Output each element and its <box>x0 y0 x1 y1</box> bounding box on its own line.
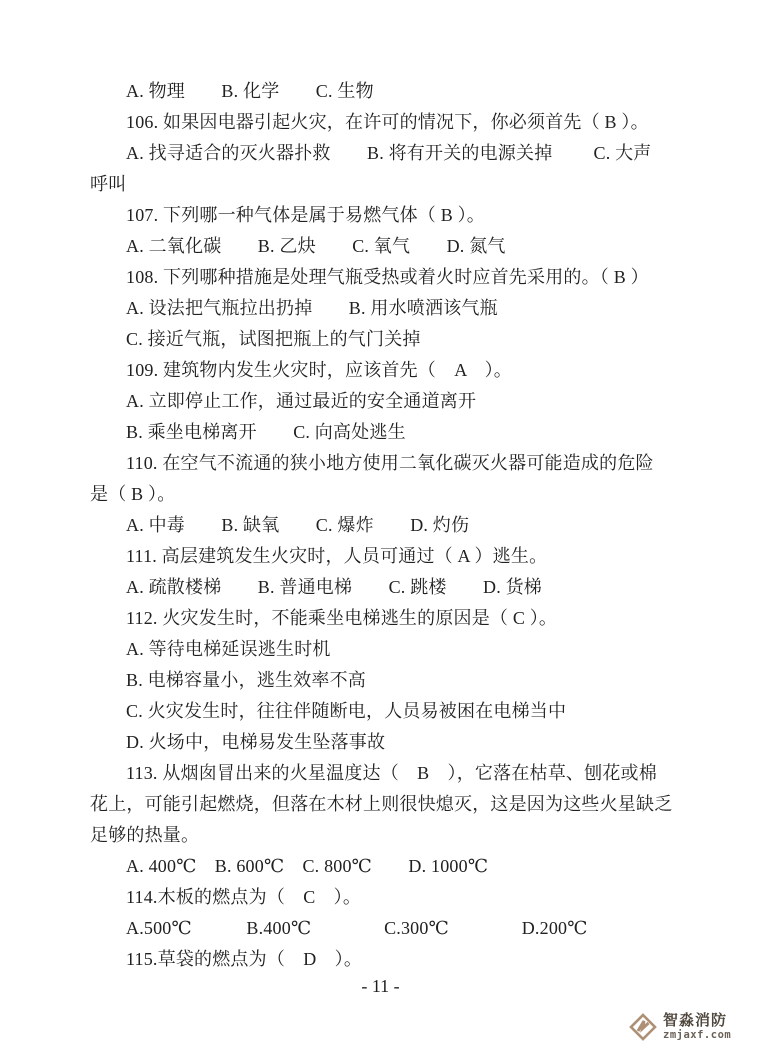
text-line: 足够的热量。 <box>90 825 200 845</box>
page-number: - 11 - <box>361 976 400 996</box>
text-line: A. 立即停止工作，通过最近的安全通道离开 <box>126 391 477 411</box>
text-line: A. 物理 B. 化学 C. 生物 <box>126 81 374 101</box>
text-line: A. 设法把气瓶拉出扔掉 B. 用水喷洒该气瓶 <box>126 298 498 318</box>
brand-domain: zmjaxf.com <box>663 1029 732 1042</box>
text-line: A.500℃ B.400℃ C.300℃ D.200℃ <box>126 918 588 938</box>
text-line: C. 火灾发生时，往往伴随断电，人员易被困在电梯当中 <box>126 701 567 721</box>
brand-logo <box>628 1012 731 1042</box>
text-line: 115.草袋的燃点为（ D ）。 <box>126 949 363 969</box>
logo-text <box>663 1013 731 1041</box>
text-line: 113. 从烟囱冒出来的火星温度达（ B ），它落在枯草、刨花或棉 <box>126 763 657 783</box>
text-line: 花上，可能引起燃烧，但落在木材上则很快熄灭，这是因为这些火星缺乏 <box>90 794 673 814</box>
text-line: D. 火场中，电梯易发生坠落事故 <box>126 732 386 752</box>
diamond-zigzag-logo-icon <box>628 1012 658 1042</box>
question-text-block <box>90 76 676 975</box>
brand-name: 智淼消防 <box>663 1012 728 1030</box>
text-line: A. 400℃ B. 600℃ C. 800℃ D. 1000℃ <box>126 856 489 876</box>
text-line: B. 乘坐电梯离开 C. 向高处逃生 <box>126 422 406 442</box>
text-line: 114.木板的燃点为（ C ）。 <box>126 887 362 907</box>
text-line: C. 接近气瓶，试图把瓶上的气门关掉 <box>126 329 421 349</box>
text-line: 110. 在空气不流通的狭小地方使用二氧化碳灭火器可能造成的危险 <box>126 453 654 473</box>
text-line: A. 疏散楼梯 B. 普通电梯 C. 跳楼 D. 货梯 <box>126 577 543 597</box>
text-line: A. 等待电梯延误逃生时机 <box>126 639 331 659</box>
text-line: 108. 下列哪种措施是处理气瓶受热或着火时应首先采用的。（ B ） <box>126 267 649 287</box>
text-line: 112. 火灾发生时，不能乘坐电梯逃生的原因是（ C ）。 <box>126 608 558 628</box>
page-footer <box>0 976 761 997</box>
text-line: 107. 下列哪一种气体是属于易燃气体（ B ）。 <box>126 205 486 225</box>
text-line: 呼叫 <box>90 174 127 194</box>
text-line: A. 二氧化碳 B. 乙炔 C. 氧气 D. 氮气 <box>126 236 506 256</box>
text-line: A. 中毒 B. 缺氧 C. 爆炸 D. 灼伤 <box>126 515 470 535</box>
text-line: 111. 高层建筑发生火灾时，人员可通过（ A ）逃生。 <box>126 546 548 566</box>
text-line: 109. 建筑物内发生火灾时，应该首先（ A ）。 <box>126 360 513 380</box>
text-line: B. 电梯容量小，逃生效率不高 <box>126 670 367 690</box>
text-line: 是（ B ）。 <box>90 484 176 504</box>
text-line: 106. 如果因电器引起火灾，在许可的情况下，你必须首先（ B ）。 <box>126 112 649 132</box>
text-line: A. 找寻适合的灭火器扑救 B. 将有开关的电源关掉 C. 大声 <box>126 143 652 163</box>
